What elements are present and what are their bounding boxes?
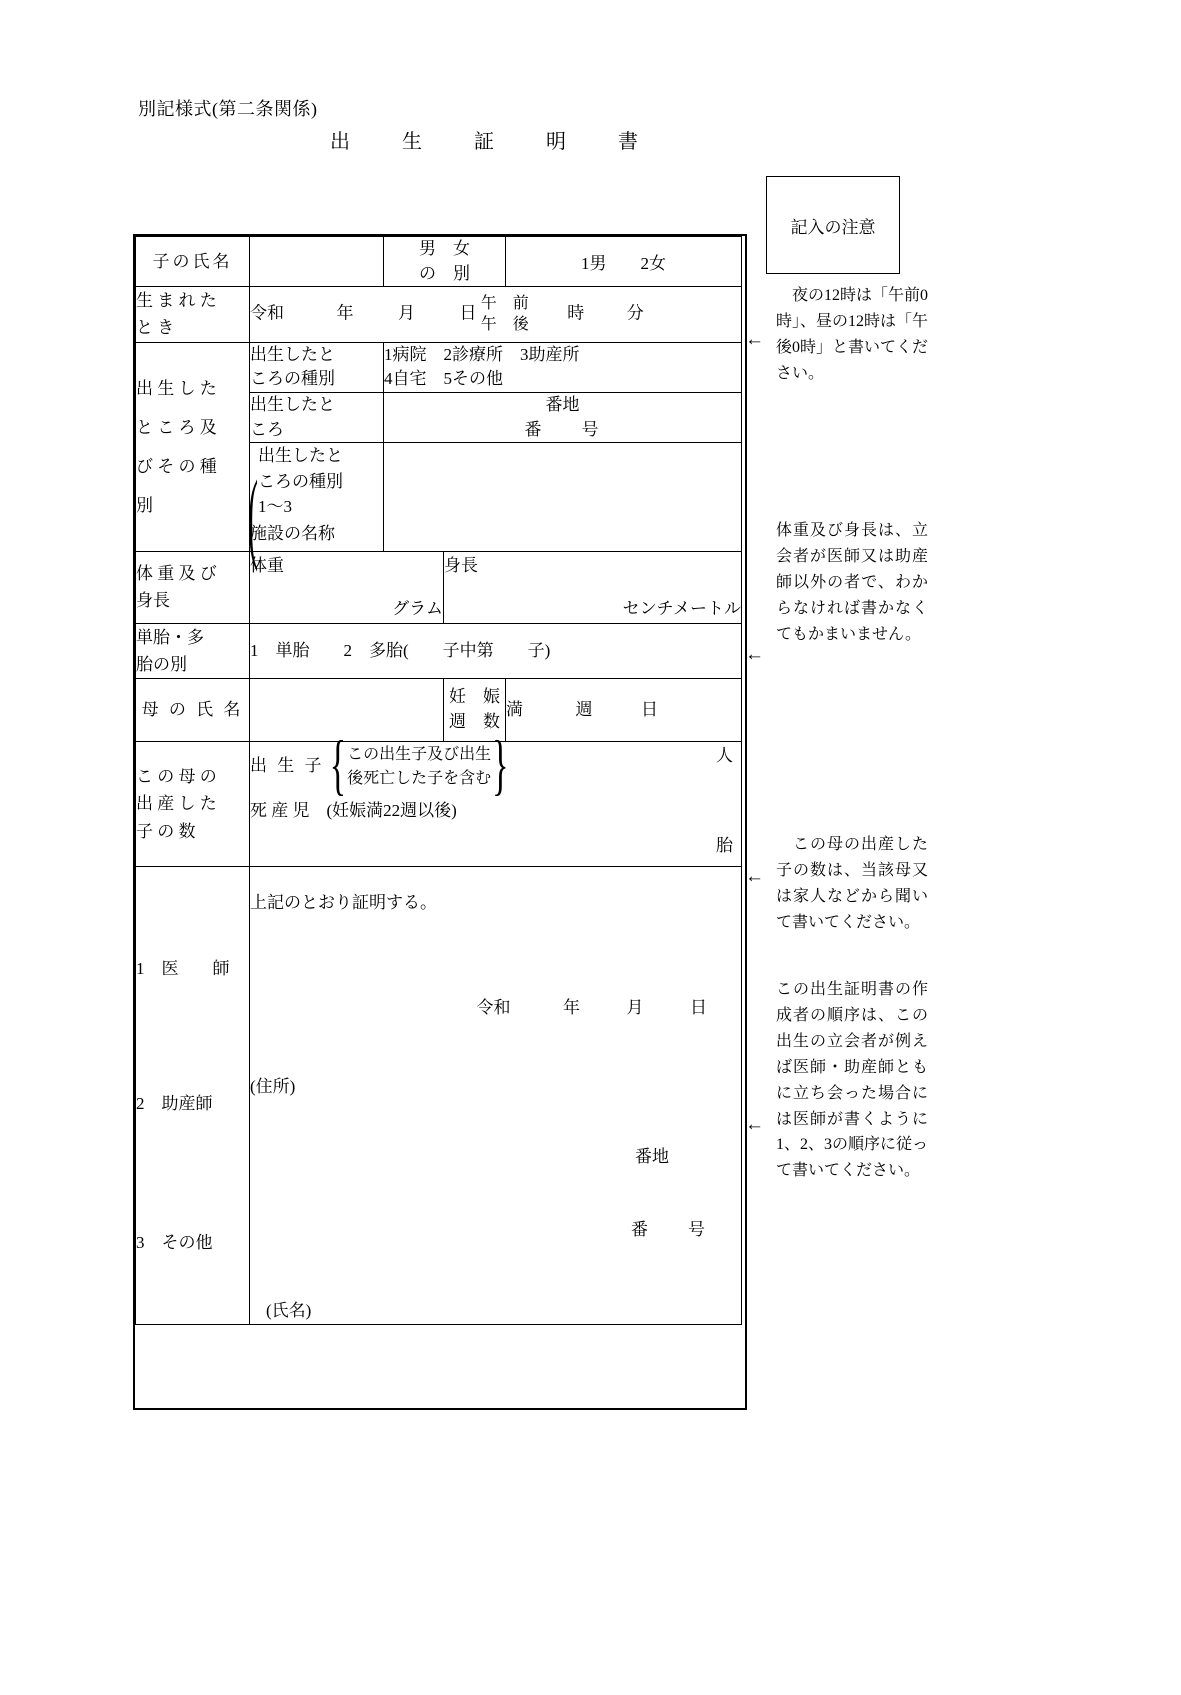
label-multiple: [136, 623, 250, 678]
field-children-count[interactable]: [250, 729, 742, 866]
place-kind-options-line2: 4自宅 5その他: [384, 369, 503, 389]
field-place-kind-options[interactable]: [384, 342, 742, 392]
label-place: [136, 342, 250, 552]
weight-unit: グラム: [392, 599, 443, 619]
page-title: 出 生 証 明 書: [330, 131, 654, 153]
label-place-kind-line1: 出生したと: [250, 344, 335, 364]
born-when-era: 令和: [250, 303, 284, 323]
gestation-day: 日: [641, 700, 658, 720]
born-when-pm: 午 後: [480, 316, 529, 334]
table-row-multiple-birth: [136, 623, 742, 678]
creator-2: 2 助産師: [136, 1094, 213, 1114]
table-row-place-kind: [136, 342, 742, 392]
birth-certificate-table: [135, 236, 742, 1325]
label-weight: 体重: [250, 556, 284, 576]
table-row-certification: [136, 866, 742, 1324]
date-era: 令和: [476, 998, 511, 1018]
table-row-mother-name: [136, 678, 742, 741]
place-bangou: 番 号: [524, 419, 601, 439]
gestation-week: 週: [575, 700, 593, 720]
height-unit: センチメートル: [622, 599, 741, 619]
label-weight-height-line2: 身長: [136, 591, 170, 611]
label-children-born: 出 生 子: [250, 756, 325, 776]
notes-box-label: 記入の注意: [790, 217, 876, 237]
field-gestation[interactable]: [506, 678, 742, 741]
arrow-icon: ←: [745, 1114, 764, 1135]
label-creators: [136, 866, 250, 1324]
label-facility-line2: ころの種別: [258, 471, 343, 491]
born-when-am: 午 前: [480, 294, 529, 312]
date-year: 年: [563, 998, 580, 1018]
form-id: 別記様式(第二条関係): [138, 99, 318, 119]
gestation-full: 満: [506, 700, 523, 720]
label-place-line4: 別: [136, 496, 153, 516]
label-multiple-line2: 胎の別: [136, 654, 187, 674]
brace-left-icon: {: [329, 729, 347, 804]
label-place-address-line1: 出生したと: [250, 394, 335, 414]
label-children-count-line1: こ の 母 の: [136, 767, 217, 787]
label-weight-height: [136, 552, 250, 623]
field-place-address[interactable]: [384, 392, 742, 442]
table-row-weight-height: [136, 552, 742, 623]
label-facility-line4: 施設の名称: [250, 523, 335, 543]
field-mother-name[interactable]: [250, 678, 444, 741]
label-place-kind-line2: ころの種別: [250, 369, 335, 389]
children-brace-line1: この出生子及び出生: [347, 746, 492, 764]
label-gestation-line1: 妊 娠: [449, 687, 500, 707]
arrow-icon: ←: [745, 644, 764, 665]
field-child-name[interactable]: [250, 237, 384, 287]
label-weight-height-line1: 体 重 及 び: [136, 564, 217, 584]
label-born-when-line1: 生 ま れ た: [136, 291, 217, 311]
label-place-address: [250, 392, 384, 442]
certify-text: 上記のとおり証明する。: [250, 892, 437, 912]
note-order: この出生証明書の作成者の順序は、この出生の立会者が例えば医師・助産師ともに立ち会った場合には医師が書くように1、2、3の順序に従って書いてください。: [776, 981, 929, 1180]
label-children-count-line2: 出 産 し た: [136, 794, 217, 814]
creator-3: 3 その他: [136, 1233, 213, 1253]
label-child-name: 子の氏名: [136, 237, 250, 287]
creator-1: 1 医 師: [136, 958, 230, 978]
field-multiple-options[interactable]: 1 単胎 2 多胎( 子中第 子): [250, 623, 742, 678]
note-time: 夜の12時は「午前0時」、昼の12時は「午後0時」と書いてください。: [776, 287, 929, 382]
table-row-born-when: [136, 287, 742, 342]
children-unit-tai: 胎: [716, 836, 733, 856]
label-children-count-line3: 子 の 数: [136, 821, 196, 841]
label-place-line1: 出 生 し た: [136, 378, 217, 398]
note-size: 体重及び身長は、立会者が医師又は助産師以外の者で、わからなければ書かなくてもかまいません。: [776, 522, 928, 643]
note-children: この母の出産した子の数は、当該母又は家人などから聞いて書いてください。: [776, 836, 928, 931]
label-place-address-line2: ころ: [250, 419, 284, 439]
address-label: (住所): [250, 1077, 296, 1097]
arrow-icon: ←: [745, 866, 764, 887]
field-facility-name[interactable]: [384, 443, 742, 552]
label-height: 身長: [444, 556, 478, 576]
place-kind-options-line1: 1病院 2診療所 3助産所: [384, 344, 580, 364]
label-mother-name: 母 の 氏 名: [136, 678, 250, 741]
table-row-children-count: [136, 741, 742, 866]
notes-box-title: [766, 176, 900, 274]
date-day: 日: [690, 998, 707, 1018]
label-facility-line1: 出生したと: [258, 446, 343, 466]
born-when-day: 日: [459, 303, 477, 323]
born-when-hour: 時: [567, 303, 585, 323]
label-born-when-line2: と き: [136, 318, 175, 338]
label-place-line3: び そ の 種: [136, 456, 217, 476]
field-certification[interactable]: [250, 866, 742, 1324]
address-banchi: 番地: [635, 1146, 669, 1166]
place-banchi: 番地: [545, 394, 580, 414]
label-children-count: [136, 741, 250, 866]
arrow-icon: ←: [745, 329, 764, 350]
label-sex-line2: の 別: [419, 263, 470, 283]
certify-date[interactable]: [250, 994, 741, 1021]
name-label: (氏名): [266, 1300, 312, 1320]
children-brace-line2: 後死亡した子を含む: [347, 770, 492, 788]
label-stillbirth: 死 産 児 (妊娠満22週以後): [250, 801, 457, 821]
brace-right-icon: }: [492, 729, 509, 804]
children-unit-person: 人: [716, 745, 733, 765]
date-month: 月: [626, 998, 644, 1018]
born-when-month: 月: [398, 303, 415, 323]
born-when-ampm[interactable]: [481, 293, 529, 336]
table-row-child-name: [136, 237, 742, 287]
field-born-when[interactable]: [250, 287, 742, 342]
field-height[interactable]: [444, 552, 742, 623]
address-bangou: 番 号: [631, 1219, 707, 1239]
label-sex: [384, 237, 506, 287]
label-multiple-line1: 単胎・多: [136, 627, 204, 647]
label-place-kind: [250, 342, 384, 392]
field-weight[interactable]: [250, 552, 444, 623]
born-when-minute: 分: [626, 303, 644, 323]
label-gestation-line2: 週 数: [449, 711, 500, 731]
label-place-line2: と こ ろ 及: [136, 417, 217, 437]
field-sex-options[interactable]: 1男 2女: [506, 237, 742, 287]
born-when-year: 年: [336, 303, 354, 323]
label-sex-line1: 男 女: [419, 239, 470, 258]
brace-icon: (: [248, 461, 258, 574]
label-facility-line3: 1〜3: [258, 497, 292, 517]
label-born-when: [136, 287, 250, 342]
